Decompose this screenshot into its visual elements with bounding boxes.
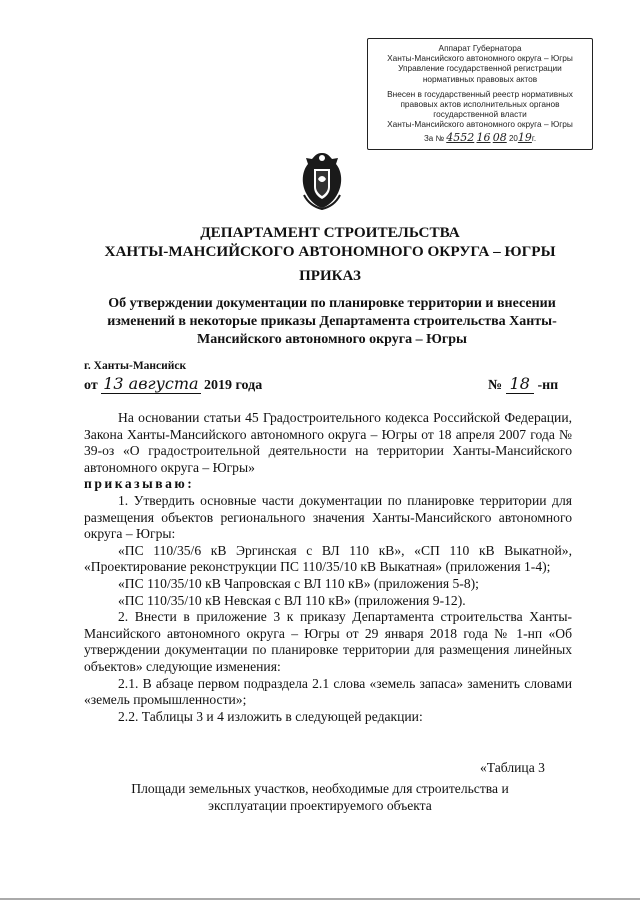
paragraph-2: 2. Внести в приложение 3 к приказу Департамента строительства Ханты-Мансийского автономного округа – Югры от 29 января 2018 года № 1-нп «Об утверждении документации по планировке территории для размещения линейных объектов» следующие изменения: xyxy=(84,609,572,674)
order-body xyxy=(84,410,572,725)
stamp-line: Аппарат Губернатора xyxy=(438,43,522,53)
department-line-1: ДЕПАРТАМЕНТ СТРОИТЕЛЬСТВА xyxy=(200,224,460,241)
paragraph-2-1: 2.1. В абзаце первом подраздела 2.1 слова «земель запаса» заменить словами «земель промышленности»; xyxy=(84,675,572,708)
order-subject: Об утверждении документации по планировке территории и внесении изменений в некоторые приказы Департамента строительства Ханты-Мансийского автономного округа – Югры xyxy=(107,296,557,347)
department-title xyxy=(60,223,600,261)
table-caption-line-1: Площади земельных участков, необходимые для строительства и xyxy=(131,781,509,796)
doc-type-title: ПРИКАЗ xyxy=(299,268,361,284)
paragraph-1c: «ПС 110/35/10 кВ Невская с ВЛ 110 кВ» (приложения 9-12). xyxy=(118,592,466,608)
stamp-line: Управление государственной регистрации xyxy=(398,63,562,74)
coat-of-arms-emblem xyxy=(298,149,346,211)
reg-month: 08 xyxy=(492,130,507,144)
stamp-line: правовых актов исполнительных органов xyxy=(400,99,560,110)
stamp-line: Внесен в государственный реестр нормативных xyxy=(387,88,573,99)
date-handwritten: 13 августа xyxy=(103,374,199,393)
paragraph-1: 1. Утвердить основные части документации по планировке территории для размещения объектов регионального значения Ханты-Мансийского автономного округа – Югры: xyxy=(84,492,572,542)
reg-year-end: г. xyxy=(531,133,537,143)
paragraph-1a: «ПС 110/35/6 кВ Эргинская с ВЛ 110 кВ», «СП 110 кВ Выкатной», «Проектирование реконструкции ПС 110/35/10 кВ Выкатная» (приложения 1-4); xyxy=(84,542,572,575)
paragraph-2-2: 2.2. Таблицы 3 и 4 изложить в следующей редакции: xyxy=(118,708,423,724)
paragraph-1b: «ПС 110/35/10 кВ Чапровская с ВЛ 110 кВ» (приложения 5-8); xyxy=(118,575,479,591)
stamp-line: государственной власти xyxy=(433,109,527,120)
reg-day: 16 xyxy=(476,130,491,144)
stamp-line: Ханты-Мансийского автономного округа – Югры xyxy=(387,53,573,64)
stamp-line: Ханты-Мансийского автономного округа – Югры xyxy=(387,119,573,130)
stamp-line: нормативных правовых актов xyxy=(422,73,538,84)
registration-stamp xyxy=(367,38,593,150)
reg-prefix: За № xyxy=(423,133,445,143)
order-number xyxy=(488,374,558,394)
date-suffix: 2019 года xyxy=(204,378,263,393)
number-suffix: -нп xyxy=(537,378,559,393)
stamp-registration-line xyxy=(368,130,592,144)
city: г. Ханты-Мансийск xyxy=(84,360,187,372)
table-caption-line-2: эксплуатации проектируемого объекта xyxy=(208,798,432,813)
reg-year-suffix: 19 xyxy=(517,130,532,144)
order-date xyxy=(84,374,262,394)
reg-number: 4552 xyxy=(446,130,475,144)
intro-paragraph: На основании статьи 45 Градостроительного кодекса Российской Федерации, Закона Ханты-Мансийского автономного округа – Югры от 18 апреля 2007 года № 39-оз «О градостроительной деятельности на территории Ханты-Мансийского автономного округа – Югры» xyxy=(84,410,572,475)
table-reference: «Таблица 3 xyxy=(480,760,545,775)
date-prefix: от xyxy=(84,378,98,393)
department-line-2: ХАНТЫ-МАНСИЙСКОГО АВТОНОМНОГО ОКРУГА – ЮГРЫ xyxy=(104,243,556,260)
number-handwritten: 18 xyxy=(506,374,534,394)
coat-of-arms-icon xyxy=(298,149,346,211)
order-word: приказываю: xyxy=(84,476,195,492)
number-prefix: № xyxy=(488,378,503,393)
scan-edge-line xyxy=(0,898,640,900)
reg-year-prefix: 20 xyxy=(508,133,518,143)
table-caption xyxy=(100,780,540,814)
